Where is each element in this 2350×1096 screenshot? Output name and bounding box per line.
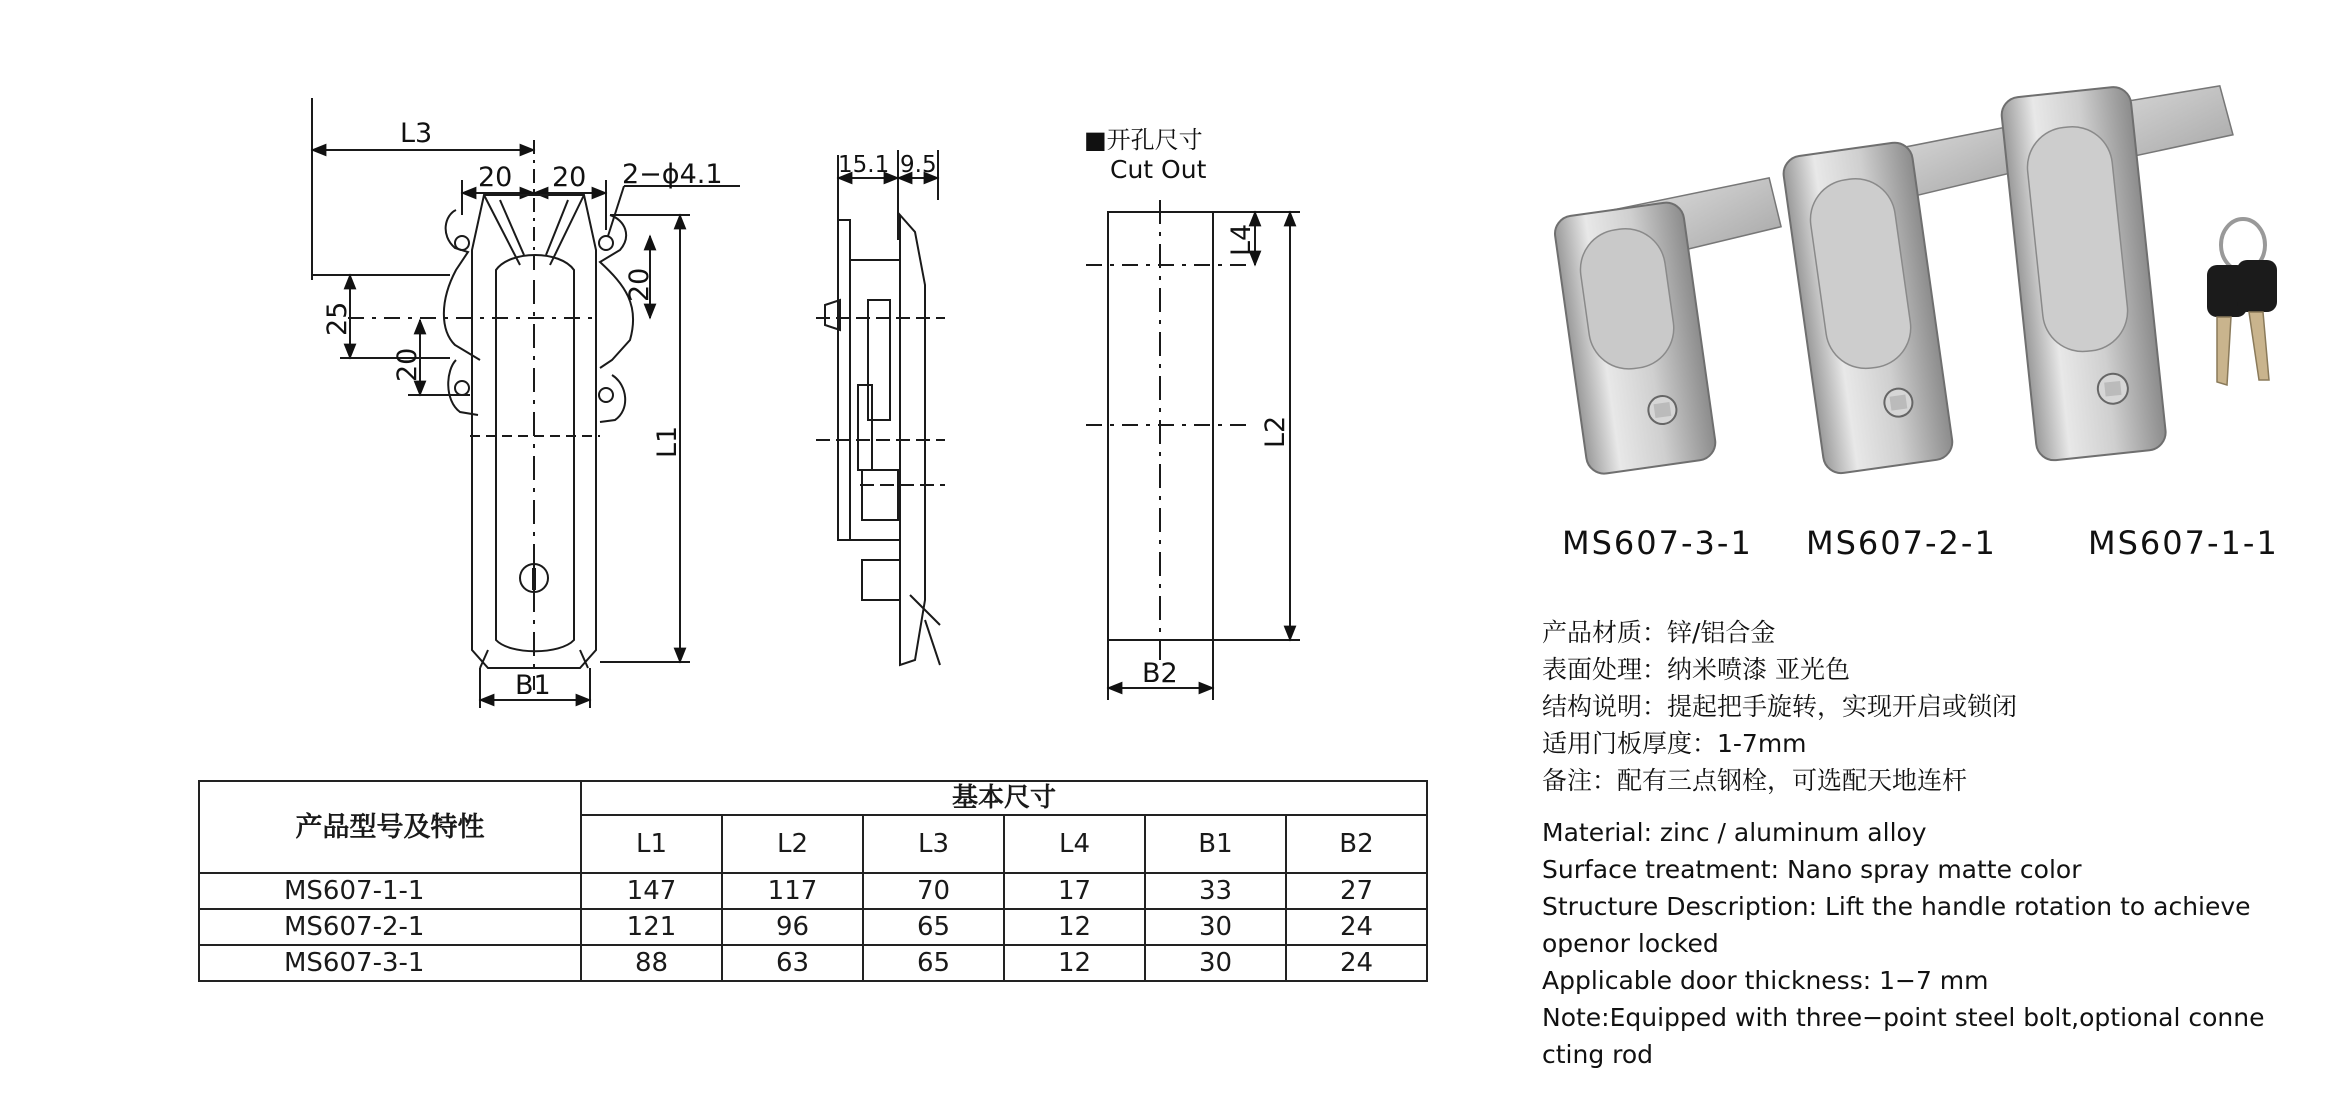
cutout-view [1086, 200, 1300, 700]
product-photos [1530, 60, 2300, 500]
dim-20-vertical-right-label: 20 [624, 267, 655, 302]
table-cell-model: MS607-1-1 [199, 873, 581, 909]
dim-9-5-label: 9.5 [900, 152, 937, 178]
spec-en-thickness: Applicable door thickness: 1−7 mm [1542, 966, 1989, 995]
dim-B2-label: B2 [1142, 658, 1178, 689]
spec-cn-thickness: 适用门板厚度：1-7mm [1542, 729, 1807, 758]
table-cell: 24 [1286, 945, 1427, 981]
spec-cn-structure: 结构说明：提起把手旋转，实现开启或锁闭 [1542, 692, 2018, 721]
table-cell: 88 [581, 945, 722, 981]
table-cell: 65 [863, 909, 1004, 945]
table-cell: 24 [1286, 909, 1427, 945]
table-col-L4: L4 [1004, 815, 1145, 873]
dim-L3-label: L3 [400, 118, 433, 149]
table-row [199, 945, 1427, 981]
table-col-B1: B1 [1145, 815, 1286, 873]
hole-note-label: 2−ϕ4.1 [622, 159, 723, 190]
cutout-title-cn: ■开孔尺寸 [1084, 126, 1203, 154]
dim-20-left-label: 20 [478, 162, 513, 193]
table-cell: 147 [581, 873, 722, 909]
table-row [199, 873, 1427, 909]
table-cell: 65 [863, 945, 1004, 981]
table-cell: 12 [1004, 945, 1145, 981]
caption-ms607-3-1: MS607-3-1 [1562, 524, 1753, 562]
caption-ms607-2-1: MS607-2-1 [1806, 524, 1997, 562]
table-row [199, 909, 1427, 945]
product-image-ms607-3-1 [1551, 177, 1811, 476]
spec-en-surface: Surface treatment: Nano spray matte color [1542, 855, 2082, 884]
dim-20-right-label: 20 [552, 162, 587, 193]
spec-en-note: Note:Equipped with three−point steel bolt,optional conne [1542, 1003, 2265, 1032]
dim-20-vertical-left-label: 20 [392, 347, 423, 382]
table-col-L3: L3 [863, 815, 1004, 873]
dim-25-label: 25 [322, 301, 353, 336]
table-cell: 117 [722, 873, 863, 909]
cutout-title-en: Cut Out [1110, 155, 1207, 184]
table-cell: 63 [722, 945, 863, 981]
table-cell: 70 [863, 873, 1004, 909]
table-row-header: 产品型号及特性 [199, 781, 581, 873]
dim-L2-label: L2 [1260, 415, 1291, 448]
spec-en-structure-cont: openor locked [1542, 929, 1719, 958]
spec-cn-surface: 表面处理：纳米喷漆 亚光色 [1542, 655, 1850, 684]
keys-image [2207, 219, 2277, 385]
spec-table [198, 780, 1428, 982]
dim-L4-label: L4 [1226, 223, 1257, 256]
specs-cn [1542, 614, 2017, 799]
technical-drawings [0, 0, 1450, 720]
specs-en [1542, 814, 2265, 1073]
table-cell: 33 [1145, 873, 1286, 909]
table-cell-model: MS607-2-1 [199, 909, 581, 945]
table-cell: 30 [1145, 945, 1286, 981]
table-cell: 12 [1004, 909, 1145, 945]
table-cell: 30 [1145, 909, 1286, 945]
spec-en-note-cont: cting rod [1542, 1040, 1654, 1069]
spec-en-material: Material: zinc / aluminum alloy [1542, 818, 1927, 847]
side-view [816, 150, 945, 665]
table-cell: 96 [722, 909, 863, 945]
table-col-L2: L2 [722, 815, 863, 873]
table-cell: 27 [1286, 873, 1427, 909]
caption-ms607-1-1: MS607-1-1 [2088, 524, 2279, 562]
table-col-L1: L1 [581, 815, 722, 873]
table-cell: 17 [1004, 873, 1145, 909]
dim-L1-label: L1 [652, 425, 683, 458]
table-cell-model: MS607-3-1 [199, 945, 581, 981]
table-col-B2: B2 [1286, 815, 1427, 873]
spec-en-structure: Structure Description: Lift the handle rotation to achieve [1542, 892, 2251, 921]
table-cell: 121 [581, 909, 722, 945]
spec-cn-note: 备注：配有三点钢栓，可选配天地连杆 [1542, 766, 1968, 795]
dim-15-1-label: 15.1 [838, 152, 890, 178]
dim-B1-label: B1 [515, 670, 551, 701]
table-group-header: 基本尺寸 [581, 781, 1427, 815]
spec-cn-material: 产品材质：锌/铝合金 [1542, 618, 1776, 647]
